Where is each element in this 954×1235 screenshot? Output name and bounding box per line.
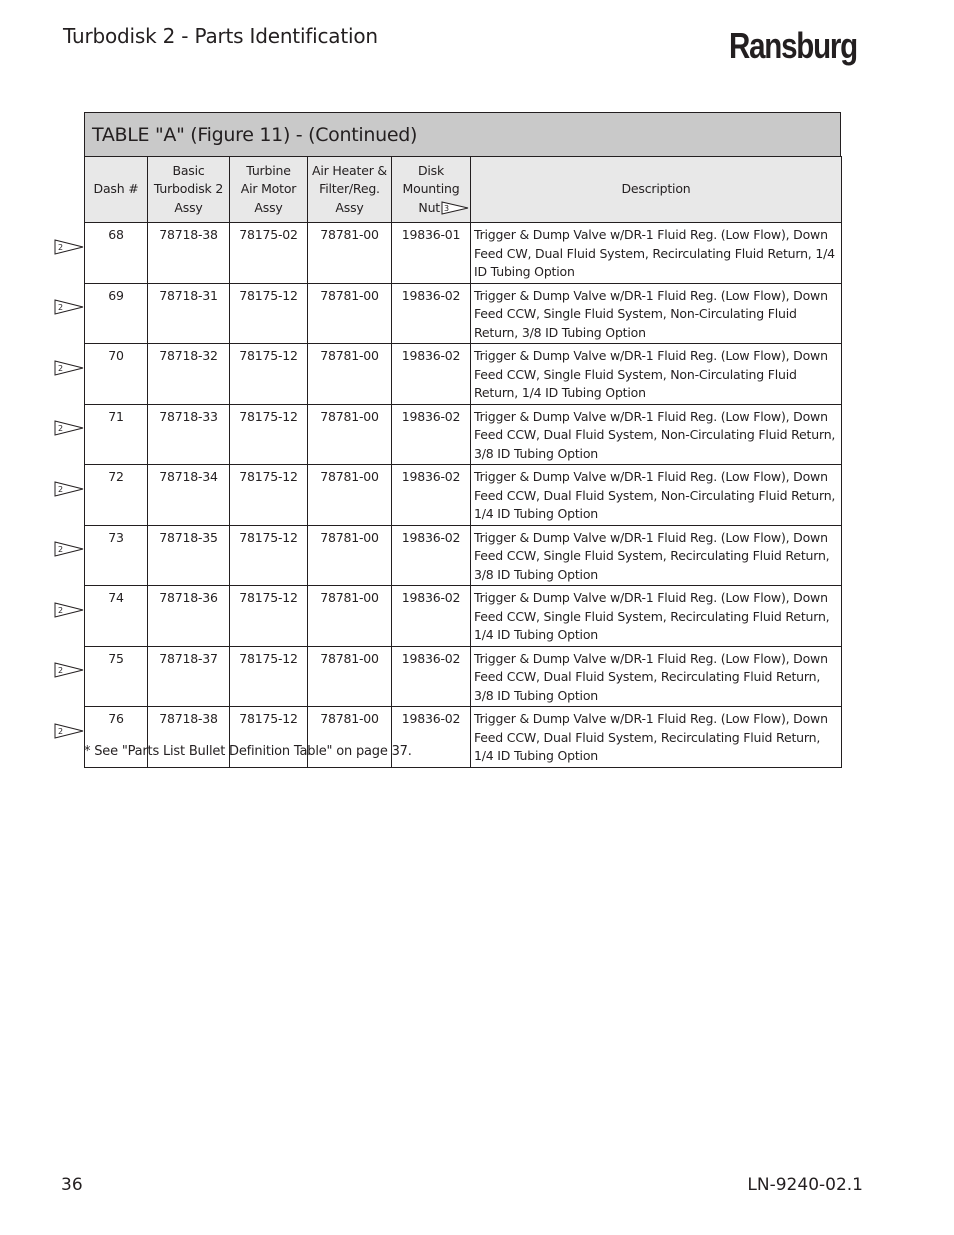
cell-basic: 78718-33 [148,404,230,465]
table-row [85,646,842,707]
cell-disk: 19836-02 [392,465,471,526]
cell-heater: 78781-00 [308,404,392,465]
cell-description: Trigger & Dump Valve w/DR-1 Fluid Reg. (Low Flow), Down Feed CW, Dual Fluid System, Recirculating Fluid Return, 1/4 ID Tubing Option [471,223,842,284]
table-row [85,344,842,405]
cell-basic: 78718-38 [148,223,230,284]
svg-text:2: 2 [58,424,64,433]
cell-turbine: 78175-12 [230,404,308,465]
table-row [85,525,842,586]
cell-dash: 69 [85,283,148,344]
cell-turbine: 78175-12 [230,646,308,707]
bullet-marker-icon [54,662,84,678]
cell-basic: 78718-37 [148,646,230,707]
cell-turbine: 78175-12 [230,283,308,344]
table-row [85,404,842,465]
cell-dash: 73 [85,525,148,586]
cell-dash: 71 [85,404,148,465]
parts-table [84,156,842,768]
bullet-marker-icon [54,602,84,618]
cell-heater: 78781-00 [308,344,392,405]
cell-disk: 19836-02 [392,344,471,405]
svg-text:2: 2 [58,242,64,252]
bullet-marker-icon [54,723,84,739]
bullet-marker-icon [54,481,84,497]
cell-dash: 74 [85,586,148,647]
cell-description: Trigger & Dump Valve w/DR-1 Fluid Reg. (Low Flow), Down Feed CCW, Dual Fluid System, Non-Circulating Fluid Return, 3/8 ID Tubing Option [471,404,842,465]
col-header-turbine: Turbine Air Motor Assy [230,157,308,223]
col-header-description: Description [471,157,842,223]
cell-dash: 76 [85,707,148,768]
bullet-marker-icon [54,239,84,255]
svg-text:2: 2 [58,303,64,312]
cell-disk: 19836-02 [392,283,471,344]
table-title: TABLE "A" (Figure 11) - (Continued) [84,112,841,156]
cell-description: Trigger & Dump Valve w/DR-1 Fluid Reg. (Low Flow), Down Feed CCW, Single Fluid System, Non-Circulating Fluid Return, 3/8 ID Tubing Option [471,283,842,344]
table-row [85,465,842,526]
cell-disk: 19836-02 [392,586,471,647]
page-number: 36 [61,1175,83,1195]
cell-heater: 78781-00 [308,465,392,526]
svg-text:3: 3 [444,204,449,213]
cell-basic: 78718-32 [148,344,230,405]
svg-text:2: 2 [58,363,64,373]
bullet-marker-icon [54,360,84,376]
svg-text:2: 2 [58,484,64,494]
cell-heater: 78781-00 [308,283,392,344]
page-title: Turbodisk 2 - Parts Identification [63,24,378,48]
table-row [85,586,842,647]
cell-turbine: 78175-02 [230,223,308,284]
parts-table-section [84,112,841,768]
cell-disk: 19836-02 [392,707,471,768]
table-row [85,283,842,344]
cell-basic: 78718-36 [148,586,230,647]
svg-text:2: 2 [58,666,64,675]
cell-turbine: 78175-12 [230,344,308,405]
cell-basic: 78718-34 [148,465,230,526]
brand-logo: Ransburg [729,25,857,66]
cell-disk: 19836-02 [392,525,471,586]
bullet-marker-icon [441,201,469,215]
col-header-heater: Air Heater & Filter/Reg. Assy [308,157,392,223]
cell-heater: 78781-00 [308,223,392,284]
cell-heater: 78781-00 [308,646,392,707]
col-header-dash: Dash # [85,157,148,223]
cell-turbine: 78175-12 [230,465,308,526]
cell-description: Trigger & Dump Valve w/DR-1 Fluid Reg. (Low Flow), Down Feed CCW, Dual Fluid System, Recirculating Fluid Return, 1/4 ID Tubing Option [471,707,842,768]
svg-text:2: 2 [58,605,64,615]
cell-dash: 72 [85,465,148,526]
cell-dash: 75 [85,646,148,707]
cell-basic: 78718-31 [148,283,230,344]
cell-disk: 19836-02 [392,404,471,465]
cell-basic: 78718-38 [148,707,230,768]
bullet-marker-icon [54,299,84,315]
cell-basic: 78718-35 [148,525,230,586]
cell-disk: 19836-02 [392,646,471,707]
table-header-row [85,157,842,223]
bullet-marker-icon [54,420,84,436]
bullet-marker-icon [54,541,84,557]
cell-description: Trigger & Dump Valve w/DR-1 Fluid Reg. (Low Flow), Down Feed CCW, Single Fluid System, Recirculating Fluid Return, 1/4 ID Tubing Option [471,586,842,647]
footnote: * See "Parts List Bullet Definition Table" on page 37. [84,744,412,759]
table-row [85,223,842,284]
cell-turbine: 78175-12 [230,707,308,768]
svg-text:2: 2 [58,545,64,554]
cell-disk: 19836-01 [392,223,471,284]
cell-heater: 78781-00 [308,525,392,586]
cell-heater: 78781-00 [308,586,392,647]
cell-turbine: 78175-12 [230,586,308,647]
cell-heater: 78781-00 [308,707,392,768]
cell-turbine: 78175-12 [230,525,308,586]
col-header-disk: Disk Mounting Nut 3 [392,157,471,223]
cell-description: Trigger & Dump Valve w/DR-1 Fluid Reg. (Low Flow), Down Feed CCW, Single Fluid System, Recirculating Fluid Return, 3/8 ID Tubing Option [471,525,842,586]
cell-description: Trigger & Dump Valve w/DR-1 Fluid Reg. (Low Flow), Down Feed CCW, Dual Fluid System, Recirculating Fluid Return, 3/8 ID Tubing Option [471,646,842,707]
cell-description: Trigger & Dump Valve w/DR-1 Fluid Reg. (Low Flow), Down Feed CCW, Dual Fluid System, Non-Circulating Fluid Return, 1/4 ID Tubing Option [471,465,842,526]
document-number: LN-9240-02.1 [747,1175,863,1195]
cell-dash: 70 [85,344,148,405]
cell-description: Trigger & Dump Valve w/DR-1 Fluid Reg. (Low Flow), Down Feed CCW, Single Fluid System, Non-Circulating Fluid Return, 1/4 ID Tubing Option [471,344,842,405]
col-header-basic: Basic Turbodisk 2 Assy [148,157,230,223]
svg-text:2: 2 [58,726,64,736]
cell-dash: 68 [85,223,148,284]
